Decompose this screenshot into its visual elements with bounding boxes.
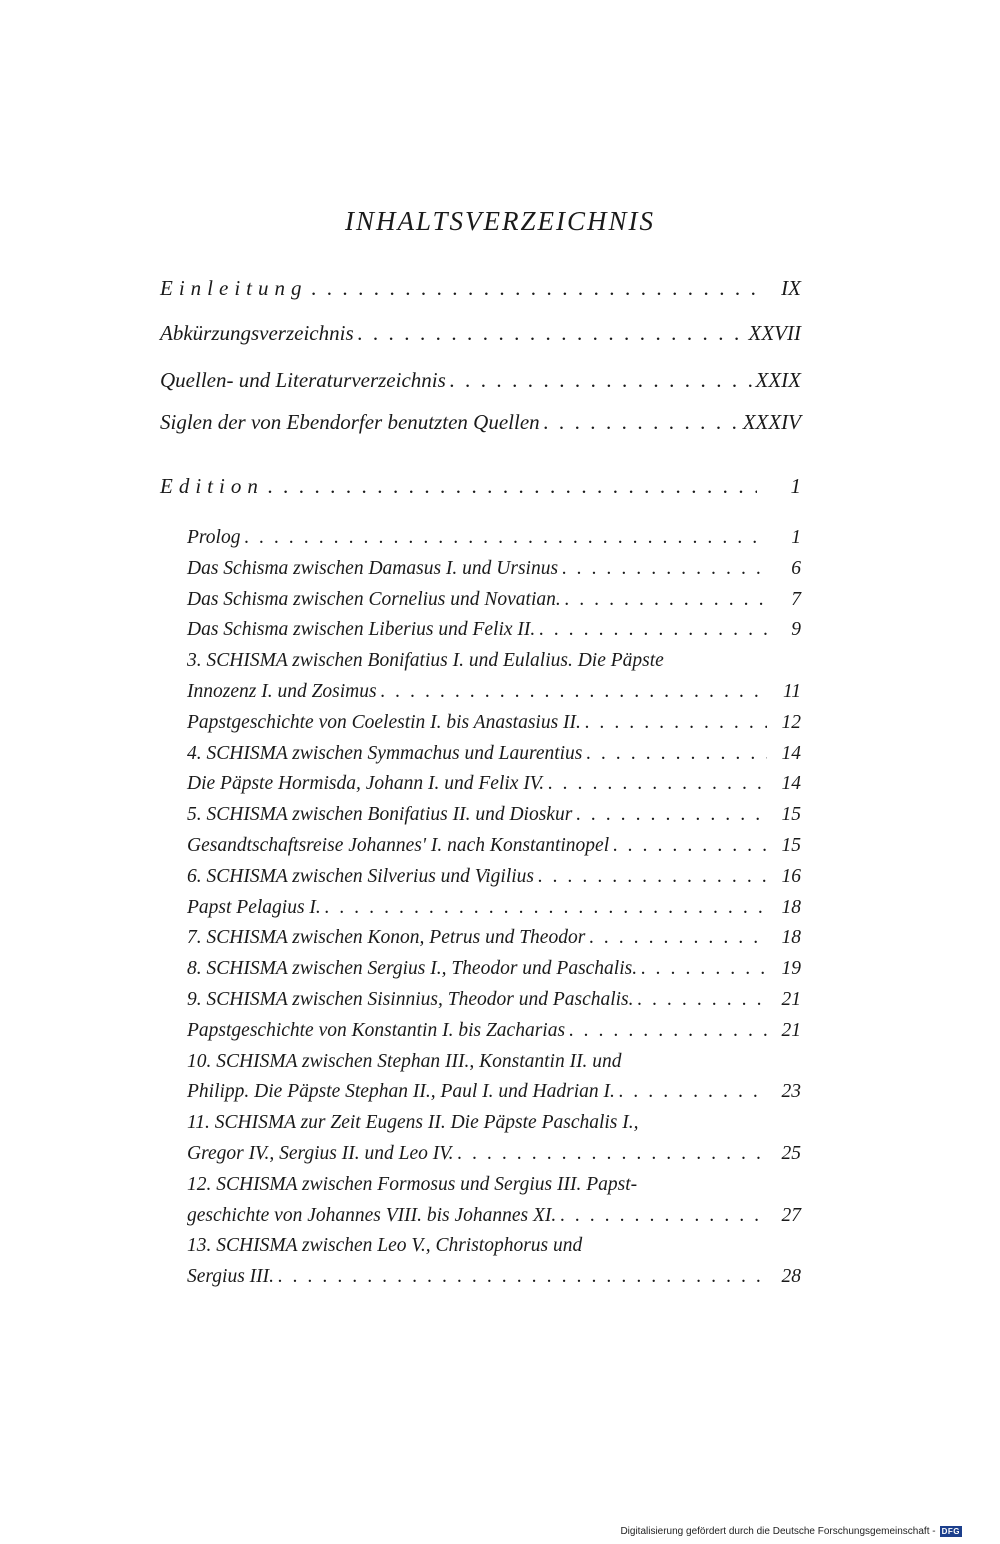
toc-entry-section [187, 989, 801, 1011]
toc-entry-section [187, 1081, 801, 1103]
toc-entry-section [187, 958, 801, 980]
toc-page-number: 18 [781, 896, 801, 918]
toc-entry-label: 9. SCHISMA zwischen Sisinnius, Theodor und Paschalis. [187, 989, 634, 1010]
toc-entry-section [187, 527, 801, 549]
toc-entry-section [187, 589, 801, 611]
dot-leader [548, 773, 767, 795]
toc-entry-section [187, 681, 801, 703]
toc-page-number: 1 [790, 474, 801, 498]
toc-page-number: 18 [781, 927, 801, 949]
toc-entry-edition [160, 474, 801, 499]
toc-entry-section [187, 927, 801, 949]
toc-entry-label: 4. SCHISMA zwischen Symmachus und Laurentius [187, 742, 583, 764]
toc-entry-line: 11. SCHISMA zur Zeit Eugens II. Die Päpste Paschalis I., [187, 1112, 639, 1134]
toc-entry-label: Papstgeschichte von Konstantin I. bis Zacharias [187, 1019, 566, 1041]
toc-entry-label: Edition [160, 474, 264, 498]
toc-entry-section [187, 835, 801, 857]
dot-leader [589, 927, 767, 949]
toc-entry-label: 7. SCHISMA zwischen Konon, Petrus und Theodor [187, 927, 586, 949]
dot-leader [538, 866, 767, 888]
toc-entry-label: Innozenz I. und Zosimus [187, 681, 377, 702]
toc-entry-label: 6. SCHISMA zwischen Silverius und Vigilius [187, 865, 535, 887]
toc-page-number: 6 [791, 557, 801, 579]
toc-page-number: 11 [782, 681, 801, 702]
dot-leader [381, 681, 767, 703]
toc-entry-label: geschichte von Johannes VIII. bis Johannes XI. [187, 1204, 557, 1226]
toc-entry-front-matter [160, 410, 801, 435]
toc-entry-section [187, 866, 801, 888]
toc-entry-section [187, 773, 801, 795]
dot-leader [268, 474, 757, 499]
dot-leader [560, 1205, 767, 1227]
dot-leader [450, 368, 752, 393]
toc-entry-label: Quellen- und Literaturverzeichnis [160, 368, 446, 392]
toc-entry-section [187, 897, 801, 919]
toc-page-number: 7 [791, 588, 801, 610]
page-title: INHALTSVERZEICHNIS [345, 206, 655, 236]
dot-leader [312, 276, 758, 301]
toc-entry-label: Das Schisma zwischen Damasus I. und Ursinus [187, 557, 559, 579]
toc-entry-section [187, 1020, 801, 1042]
dot-leader [569, 1020, 767, 1042]
toc-entry-section [187, 1143, 801, 1165]
toc-page-number: 25 [781, 1143, 801, 1164]
toc-entry-label: Gesandtschaftsreise Johannes' I. nach Konstantinopel [187, 835, 610, 856]
toc-entry-label: Die Päpste Hormisda, Johann I. und Felix IV. [187, 773, 545, 795]
toc-entry-section [187, 1205, 801, 1227]
toc-page-number: 14 [781, 742, 801, 764]
toc-entry-label: Das Schisma zwischen Cornelius und Novatian. [187, 588, 561, 610]
toc-page-number: 12 [781, 711, 801, 733]
toc-entry-front-matter [160, 321, 801, 346]
dot-leader [613, 835, 767, 857]
toc-entry-section [187, 804, 801, 826]
toc-entry-label: Philipp. Die Päpste Stephan II., Paul I. und Hadrian I. [187, 1081, 615, 1103]
dot-leader [539, 619, 767, 641]
toc-entry-label: Siglen der von Ebendorfer benutzten Quellen [160, 410, 540, 434]
toc-page-number: 23 [781, 1081, 801, 1103]
toc-entry-line: 12. SCHISMA zwischen Formosus und Sergius III. Papst- [187, 1173, 638, 1195]
toc-page-number: 28 [781, 1266, 801, 1288]
toc-page-number: 15 [781, 835, 801, 856]
toc-entry-line: 10. SCHISMA zwischen Stephan III., Konstantin II. und [187, 1050, 622, 1072]
toc-page-number: 19 [781, 958, 801, 980]
toc-entry-label: Papstgeschichte von Coelestin I. bis Anastasius II. [187, 711, 581, 733]
toc-entry-label: 5. SCHISMA zwischen Bonifatius II. und Dioskur [187, 804, 573, 826]
dot-leader [244, 527, 767, 549]
dot-leader [585, 712, 767, 734]
toc-entry-label: Abkürzungsverzeichnis [160, 321, 354, 345]
toc-entry-section [187, 712, 801, 734]
dot-leader [278, 1266, 767, 1288]
toc-entry-front-matter [160, 368, 801, 393]
toc-page-number: 1 [791, 527, 801, 548]
toc-entry-label: Prolog [187, 527, 241, 548]
toc-page-number: XXVII [748, 321, 801, 345]
dot-leader [544, 410, 739, 435]
dfg-logo: DFG [941, 1527, 960, 1536]
toc-entry-front-matter [160, 276, 801, 301]
dot-leader [565, 589, 767, 611]
toc-entry-section [187, 743, 801, 765]
dot-leader [458, 1143, 768, 1165]
toc-entry-label: Einleitung [160, 276, 308, 300]
dot-leader [638, 989, 767, 1011]
toc-page-number: 21 [781, 989, 801, 1010]
toc-entry-section [187, 558, 801, 580]
toc-page-number: 14 [781, 773, 801, 795]
toc-entry-label: 8. SCHISMA zwischen Sergius I., Theodor und Paschalis. [187, 958, 638, 980]
toc-entry-label: Sergius III. [187, 1266, 275, 1288]
dot-leader [619, 1081, 767, 1103]
toc-page-number: 27 [781, 1204, 801, 1226]
dot-leader [325, 897, 767, 919]
footer [620, 1526, 962, 1537]
dot-leader [358, 321, 745, 346]
toc-page-number: 15 [781, 804, 801, 826]
toc-entry-line: 3. SCHISMA zwischen Bonifatius I. und Eulalius. Die Päpste [187, 650, 664, 672]
footer-text: Digitalisierung gefördert durch die Deutsche Forschungsgemeinschaft - [620, 1526, 936, 1537]
toc-page-number: XXXIV [742, 410, 801, 434]
dot-leader [562, 558, 767, 580]
toc-entry-label: Papst Pelagius I. [187, 896, 321, 918]
toc-page-number: 9 [791, 619, 801, 641]
toc-entry-label: Das Schisma zwischen Liberius und Felix II. [187, 619, 536, 641]
toc-entry-section [187, 619, 801, 641]
toc-entry-line: 13. SCHISMA zwischen Leo V., Christophorus und [187, 1235, 583, 1257]
toc-entry-section [187, 1266, 801, 1288]
dot-leader [586, 743, 767, 765]
dot-leader [576, 804, 767, 826]
toc-page-number: XXIX [755, 368, 801, 392]
toc-entry-label: Gregor IV., Sergius II. und Leo IV. [187, 1143, 454, 1164]
toc-page-number: IX [781, 276, 801, 300]
toc-page-number: 16 [781, 865, 801, 887]
toc-page-number: 21 [781, 1019, 801, 1041]
dot-leader [641, 958, 767, 980]
